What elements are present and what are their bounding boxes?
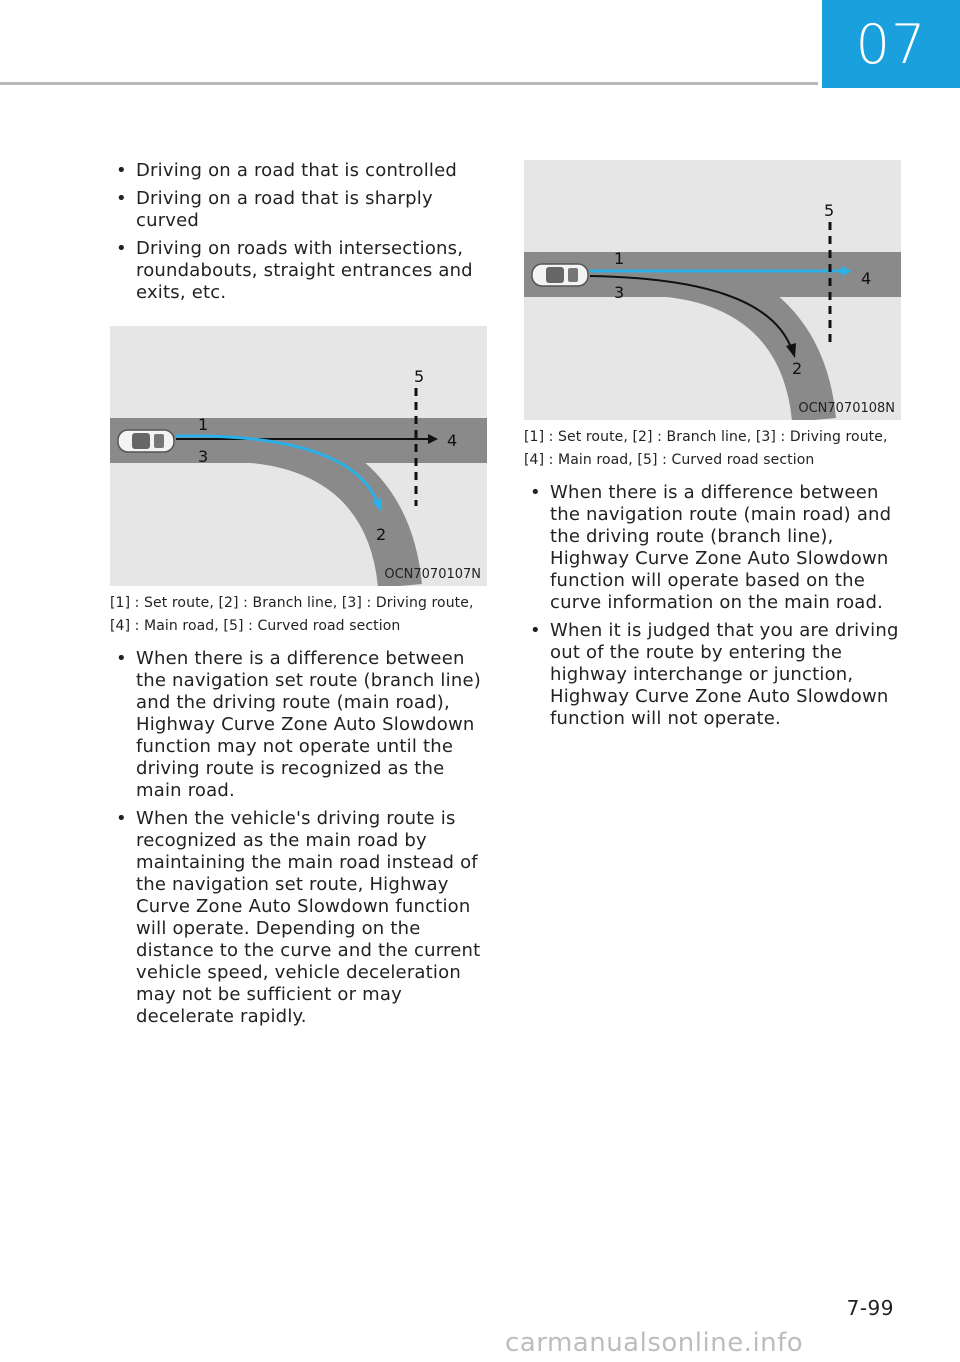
list-item: • When there is a difference between the navigation set route (branch line) and the driving route (main road), Highway Curve Zone Auto Slowdown function may not operate until the driving route is recognized as the main road. bbox=[110, 648, 490, 802]
watermark: carmanualsonline.info bbox=[505, 1328, 804, 1358]
left-column bbox=[110, 160, 490, 1034]
explanation-list bbox=[524, 482, 904, 730]
chapter-number: 07 bbox=[855, 12, 927, 76]
figure-caption bbox=[524, 426, 904, 472]
label-4: 4 bbox=[861, 269, 872, 288]
header-rule bbox=[0, 82, 818, 85]
label-3: 3 bbox=[198, 447, 209, 466]
label-4: 4 bbox=[447, 431, 458, 450]
chapter-tab bbox=[822, 0, 960, 88]
explanation-list bbox=[110, 648, 490, 1028]
caption-line: [1] : Set route, [2] : Branch line, [3] : Driving route, bbox=[524, 429, 888, 445]
figure-code: OCN7070108N bbox=[798, 401, 895, 416]
list-item: • When there is a difference between the navigation route (main road) and the driving route (branch line), Highway Curve Zone Auto Slowdown function will operate based on the curve information on the main road. bbox=[524, 482, 904, 614]
label-3: 3 bbox=[614, 283, 625, 302]
page-number: 7-99 bbox=[846, 1296, 894, 1320]
label-5: 5 bbox=[824, 201, 835, 220]
car-icon bbox=[532, 264, 588, 286]
figure-branch-route bbox=[110, 326, 487, 586]
car-icon bbox=[118, 430, 174, 452]
label-1: 1 bbox=[198, 415, 209, 434]
figure-main-route bbox=[524, 160, 901, 420]
label-2: 2 bbox=[792, 359, 803, 378]
road-diagram bbox=[524, 160, 901, 420]
list-item: • Driving on a road that is sharply curved bbox=[110, 188, 490, 232]
list-item: • Driving on roads with intersections, roundabouts, straight entrances and exits, etc. bbox=[110, 238, 490, 304]
figure-code: OCN7070107N bbox=[384, 567, 481, 582]
caption-line: [1] : Set route, [2] : Branch line, [3] : Driving route, bbox=[110, 595, 474, 611]
list-item: • Driving on a road that is controlled bbox=[110, 160, 490, 182]
label-5: 5 bbox=[414, 367, 425, 386]
list-item: • When the vehicle's driving route is recognized as the main road by maintaining the main road instead of the navigation set route, Highway Curve Zone Auto Slowdown function will operate. Depending on the distance to the curve and the current vehicle speed, vehicle deceleration may not be sufficient or may decelerate rapidly. bbox=[110, 808, 490, 1028]
conditions-list bbox=[110, 160, 490, 304]
caption-line: [4] : Main road, [5] : Curved road section bbox=[110, 618, 401, 634]
list-item: • When it is judged that you are driving out of the route by entering the highway interchange or junction, Highway Curve Zone Auto Slowdown function will not operate. bbox=[524, 620, 904, 730]
caption-line: [4] : Main road, [5] : Curved road section bbox=[524, 452, 815, 468]
figure-caption bbox=[110, 592, 490, 638]
label-1: 1 bbox=[614, 249, 625, 268]
label-2: 2 bbox=[376, 525, 387, 544]
road-diagram bbox=[110, 326, 487, 586]
right-column bbox=[524, 160, 904, 736]
